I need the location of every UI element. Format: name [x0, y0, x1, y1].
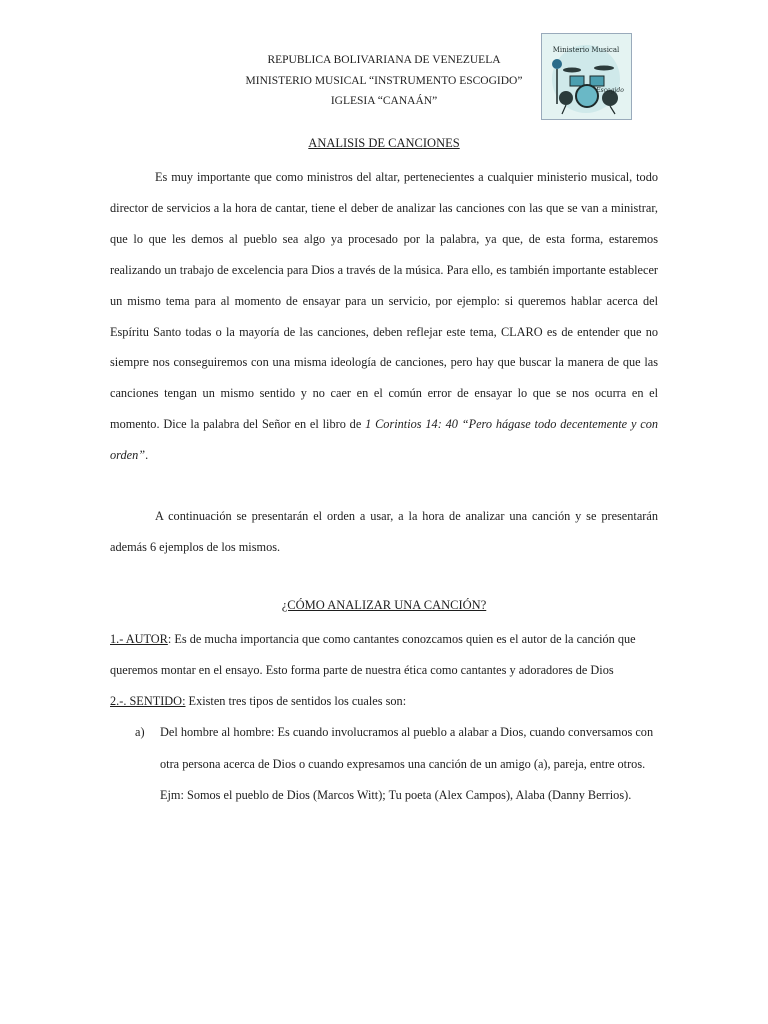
header-ministry: MINISTERIO MUSICAL “INSTRUMENTO ESCOGIDO”	[245, 74, 523, 87]
item-sense	[110, 686, 658, 717]
bible-quote: 1 Corintios 14: 40 “Pero hágase todo decentemente y con orden”	[110, 417, 659, 463]
intro-end: .	[145, 448, 149, 463]
section-title: ¿CÓMO ANALIZAR UNA CANCIÓN?	[281, 598, 487, 612]
header-church: IGLESIA “CANAÁN”	[330, 95, 438, 107]
ministry-logo	[541, 33, 632, 120]
letterhead	[200, 50, 568, 112]
subitem-a-text: Del hombre al hombre: Es cuando involucramos al pueblo a alabar a Dios, cuando conversamos con otra persona acerca de Dios o cuando expresamos una canción de un amigo (a), pareja, entre otros. Ejm: Somos el pueblo de Dios (Marcos Witt); Tu poeta (Alex Campos), Alaba (Danny Berrios).	[160, 725, 654, 803]
second-paragraph: A continuación se presentarán el orden a usar, a la hora de analizar una canción y se presentarán además 6 ejemplos de los mismos.	[110, 509, 658, 554]
intro-paragraph	[110, 162, 658, 471]
logo-text-bottom: Escogido	[596, 87, 624, 94]
header-country: REPUBLICA BOLIVARIANA DE VENEZUELA	[267, 54, 501, 66]
document-title: ANALISIS DE CANCIONES	[308, 136, 460, 150]
intro-text: Es muy importante que como ministros del altar, pertenecientes a cualquier ministerio musical, todo director de servicios a la hora de cantar, tiene el deber de analizar las canciones con las que se van a ministrar, que lo que les demos al pueblo sea algo ya procesado por la palabra, ya que, de esta forma, estaremos realizando un trabajo de excelencia para Dios a través de la música. Para ello, es también importante establecer un mismo tema para al momento de ensayar para un servicio, por ejemplo: si queremos hablar acerca del Espíritu Santo todas o la mayoría de las canciones, deben reflejar este tema, CLARO es de entender que no siempre nos conseguiremos con una misma ideología de canciones, pero hay que buscar la manera de que las canciones tengan un mismo sentido y no caer en el común error de ensayar lo que se nos ocurra en el momento. Dice la palabra del Señor en el libro de	[110, 170, 658, 432]
item-sense-label: 2.-. SENTIDO:	[110, 694, 186, 708]
item-author-text: : Es de mucha importancia que como cantantes conozcamos quien es el autor de la canción que queremos montar en el ensayo. Esto forma parte de nuestra ética como cantantes y adoradores de Dios	[110, 632, 636, 677]
subitem-a-marker: a)	[135, 725, 145, 739]
item-sense-text: Existen tres tipos de sentidos los cuales son:	[185, 694, 407, 708]
drum-kit-icon	[542, 34, 631, 119]
item-author	[110, 624, 658, 686]
subitem-a	[135, 717, 658, 812]
item-author-label: 1.- AUTOR	[110, 632, 168, 646]
logo-text-top: Ministerio Musical	[552, 46, 620, 54]
